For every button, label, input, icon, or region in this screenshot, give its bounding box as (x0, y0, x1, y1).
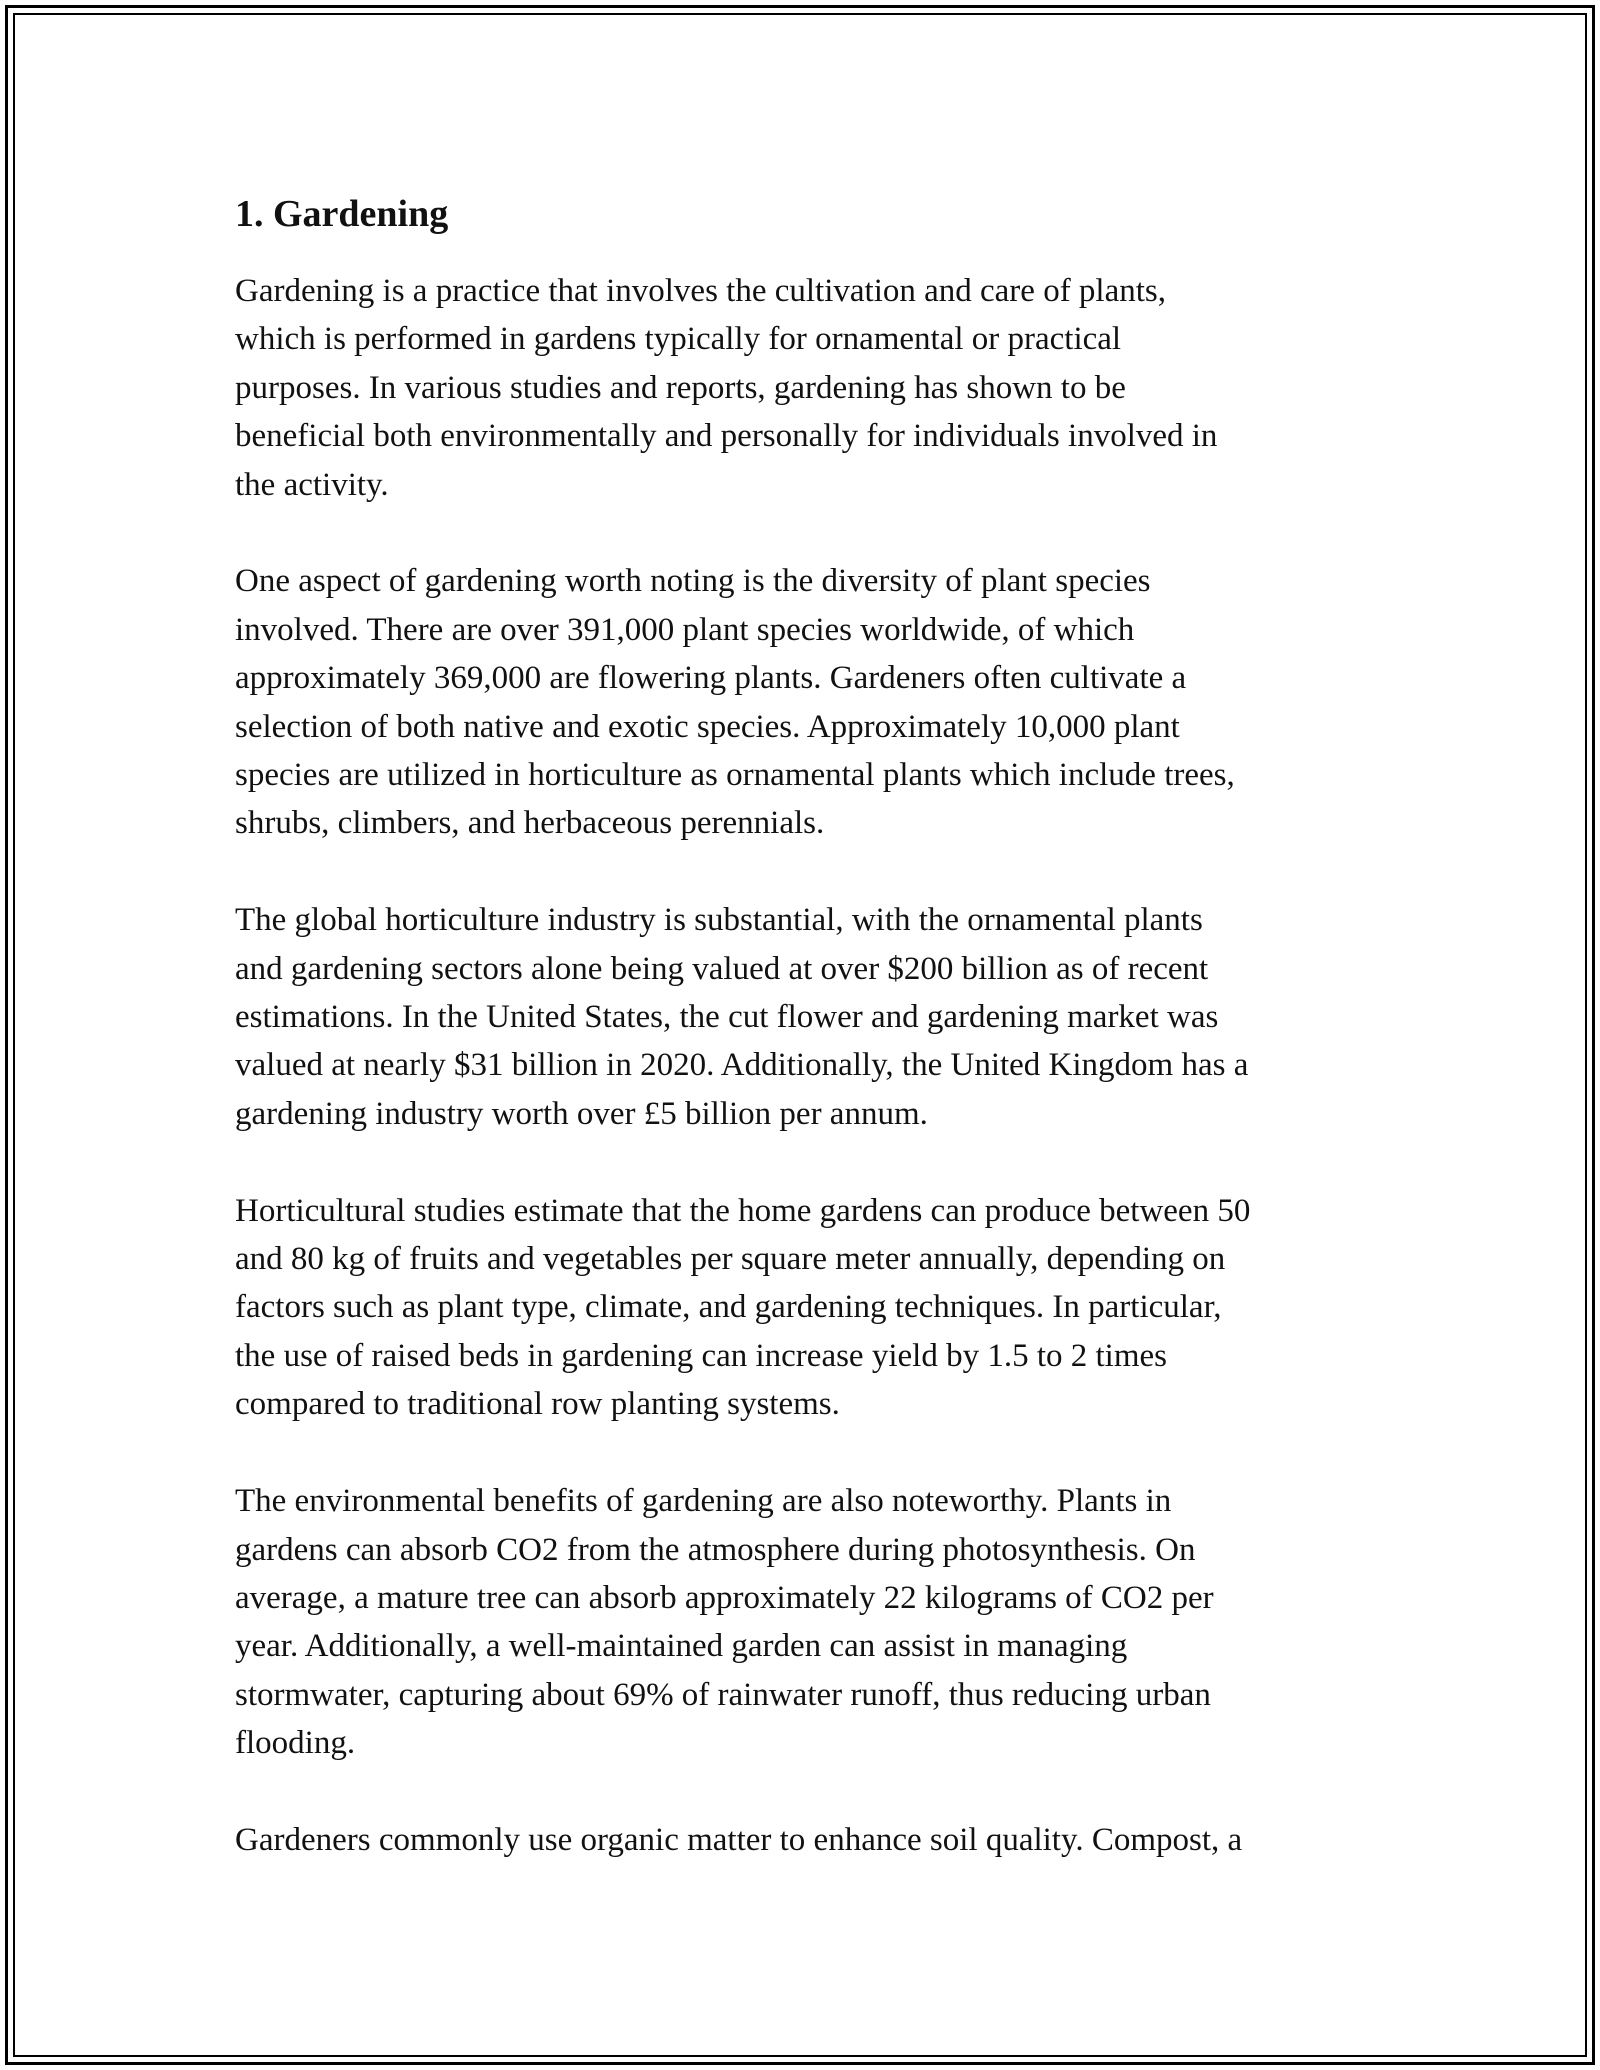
paragraph-industry: The global horticulture industry is substantial, with the ornamental plants and gardening sectors alone being valued at over $200 billion as of recent estimations. In the United States, the cut flower and gardening market was valued at nearly $31 billion in 2020. Additionally, the United Kingdom has a gardening industry worth over £5 billion per annum. (235, 902, 1249, 1132)
document-page (235, 186, 1375, 1864)
paragraph-intro: Gardening is a practice that involves the cultivation and care of plants, which is performed in gardens typically for ornamental or practical purposes. In various studies and reports, gardening has shown to be beneficial both environmentally and personally for individuals involved in the activity. (235, 273, 1218, 503)
paragraph-soil: Gardeners commonly use organic matter to enhance soil quality. Compost, a (235, 1821, 1243, 1858)
paragraph-environment: The environmental benefits of gardening are also noteworthy. Plants in gardens can absorb CO2 from the atmosphere during photosynthesis. On average, a mature tree can absorb approximately 22 kilograms of CO2 per year. Additionally, a well-maintained garden can assist in managing stormwater, capturing about 69% of rainwater runoff, thus reducing urban flooding. (235, 1483, 1214, 1762)
paragraph-plant-species: One aspect of gardening worth noting is the diversity of plant species involved. There are over 391,000 plant species worldwide, of which approximately 369,000 are flowering plants. Gardeners often cultivate a selection of both native and exotic species. Approximately 10,000 plant species are utilized in horticulture as ornamental plants which include trees, shrubs, climbers, and herbaceous perennials. (235, 563, 1235, 842)
paragraph-yield: Horticultural studies estimate that the home gardens can produce between 50 and 80 kg of fruits and vegetables per square meter annually, depending on factors such as plant type, climate, and gardening techniques. In particular, the use of raised beds in gardening can increase yield by 1.5 to 2 times compared to traditional row planting systems. (235, 1192, 1251, 1423)
section-heading: 1. Gardening (235, 193, 449, 235)
